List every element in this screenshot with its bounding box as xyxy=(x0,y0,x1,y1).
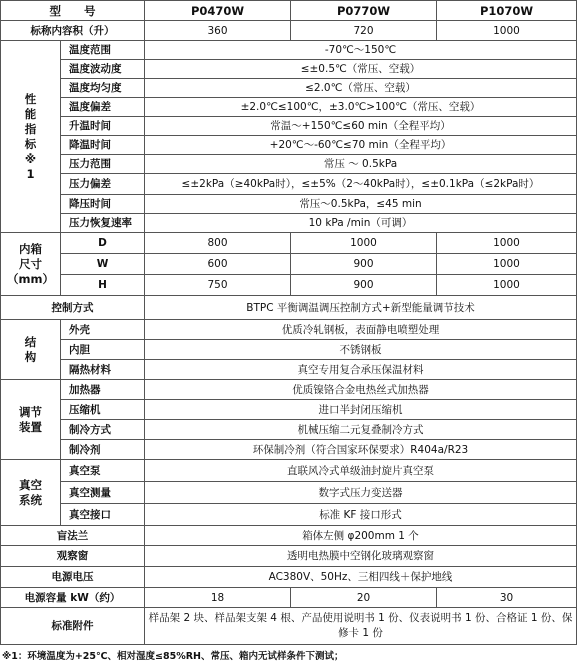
performance-item-label: 温度均匀度 xyxy=(61,79,145,98)
performance-item-label: 降温时间 xyxy=(61,136,145,155)
regulation-row xyxy=(1,380,577,400)
performance-item-value: -70℃～150℃ xyxy=(145,41,577,60)
regulation-item-label: 加热器 xyxy=(61,380,145,400)
inner-size-value: 900 xyxy=(291,275,437,296)
regulation-item-value: 进口半封闭压缩机 xyxy=(145,400,577,420)
performance-item-value: 10 kPa /min（可调） xyxy=(145,214,577,233)
accessories-row xyxy=(1,608,577,645)
inner-size-value: 1000 xyxy=(437,233,577,254)
inner-size-dim-label: D xyxy=(61,233,145,254)
performance-row xyxy=(1,60,577,79)
control-value: BTPC 平衡调温调压控制方式+新型能量调节技术 xyxy=(145,296,577,320)
performance-item-label: 压力偏差 xyxy=(61,174,145,195)
regulation-item-label: 制冷方式 xyxy=(61,420,145,440)
structure-row xyxy=(1,360,577,380)
vacuum-row xyxy=(1,460,577,482)
regulation-item-value: 环保制冷剂（符合国家环保要求）R404a/R23 xyxy=(145,440,577,460)
structure-item-label: 内胆 xyxy=(61,340,145,360)
performance-item-label: 温度偏差 xyxy=(61,98,145,117)
volume-label: 标称内容积（升） xyxy=(1,21,145,41)
accessories-label: 标准附件 xyxy=(1,608,145,645)
performance-item-value: 常压～0.5kPa，≤45 min xyxy=(145,195,577,214)
regulation-row xyxy=(1,440,577,460)
volume-value: 1000 xyxy=(437,21,577,41)
inner-size-dim-label: H xyxy=(61,275,145,296)
structure-item-value: 真空专用复合承压保温材料 xyxy=(145,360,577,380)
voltage-value: AC380V、50Hz、三相四线＋保护地线 xyxy=(145,567,577,588)
model-p1070w: P1070W xyxy=(437,1,577,21)
regulation-item-value: 机械压缩二元复叠制冷方式 xyxy=(145,420,577,440)
performance-row xyxy=(1,117,577,136)
performance-item-label: 压力范围 xyxy=(61,155,145,174)
window-row xyxy=(1,546,577,567)
structure-row xyxy=(1,320,577,340)
performance-item-label: 温度波动度 xyxy=(61,60,145,79)
volume-value: 360 xyxy=(145,21,291,41)
performance-item-value: ≤±0.5℃（常压、空载） xyxy=(145,60,577,79)
control-label: 控制方式 xyxy=(1,296,145,320)
performance-item-value: ≤2.0℃（常压、空载） xyxy=(145,79,577,98)
regulation-row xyxy=(1,400,577,420)
regulation-row xyxy=(1,420,577,440)
inner-size-dim-label: W xyxy=(61,254,145,275)
volume-row xyxy=(1,21,577,41)
regulation-item-value: 优质镍铬合金电热丝式加热器 xyxy=(145,380,577,400)
inner-size-row xyxy=(1,233,577,254)
power-value: 30 xyxy=(437,588,577,608)
performance-item-value: +20℃～-60℃≤70 min（全程平均） xyxy=(145,136,577,155)
model-p0470w: P0470W xyxy=(145,1,291,21)
performance-item-label: 温度范围 xyxy=(61,41,145,60)
performance-row xyxy=(1,155,577,174)
header-row xyxy=(1,1,577,21)
vacuum-row xyxy=(1,482,577,504)
structure-group-label: 结 构 xyxy=(1,320,61,380)
model-p0770w: P0770W xyxy=(291,1,437,21)
inner-size-value: 750 xyxy=(145,275,291,296)
structure-row xyxy=(1,340,577,360)
inner-size-group-label: 内箱 尺寸 （mm） xyxy=(1,233,61,296)
window-label: 观察窗 xyxy=(1,546,145,567)
performance-row xyxy=(1,214,577,233)
power-label: 电源容量 kW（约） xyxy=(1,588,145,608)
performance-item-label: 压力恢复速率 xyxy=(61,214,145,233)
window-value: 透明电热膜中空钢化玻璃观察窗 xyxy=(145,546,577,567)
power-row xyxy=(1,588,577,608)
vacuum-item-value: 标准 KF 接口形式 xyxy=(145,504,577,526)
inner-size-row xyxy=(1,275,577,296)
regulation-item-label: 压缩机 xyxy=(61,400,145,420)
structure-item-label: 隔热材料 xyxy=(61,360,145,380)
voltage-row xyxy=(1,567,577,588)
vacuum-item-value: 直联风冷式单级油封旋片真空泵 xyxy=(145,460,577,482)
vacuum-item-label: 真空测量 xyxy=(61,482,145,504)
inner-size-value: 1000 xyxy=(437,254,577,275)
structure-item-value: 不锈钢板 xyxy=(145,340,577,360)
blind_flange-label: 盲法兰 xyxy=(1,526,145,546)
vacuum-item-value: 数字式压力变送器 xyxy=(145,482,577,504)
performance-row xyxy=(1,41,577,60)
vacuum-item-label: 真空泵 xyxy=(61,460,145,482)
accessories-value: 样品架 2 块、样品架支架 4 根、产品使用说明书 1 份、仪表说明书 1 份、合格证 1 份、保修卡 1 份 xyxy=(145,608,577,645)
performance-item-value: 常压 ～ 0.5kPa xyxy=(145,155,577,174)
inner-size-value: 900 xyxy=(291,254,437,275)
inner-size-value: 1000 xyxy=(291,233,437,254)
blind_flange-value: 箱体左侧 φ200mm 1 个 xyxy=(145,526,577,546)
regulation-group-label: 调节 装置 xyxy=(1,380,61,460)
performance-row xyxy=(1,136,577,155)
performance-item-value: ±2.0℃≤100℃，±3.0℃>100℃（常压、空载） xyxy=(145,98,577,117)
performance-item-label: 降压时间 xyxy=(61,195,145,214)
inner-size-value: 600 xyxy=(145,254,291,275)
inner-size-value: 1000 xyxy=(437,275,577,296)
performance-item-label: 升温时间 xyxy=(61,117,145,136)
regulation-item-label: 制冷剂 xyxy=(61,440,145,460)
volume-value: 720 xyxy=(291,21,437,41)
performance-item-value: ≤±2kPa（≥40kPa时），≤±5%（2～40kPa时），≤±0.1kPa（≤2kPa时） xyxy=(145,174,577,195)
voltage-label: 电源电压 xyxy=(1,567,145,588)
structure-item-value: 优质冷轧钢板，表面静电喷塑处理 xyxy=(145,320,577,340)
performance-group-label: 性 能 指 标 ※ 1 xyxy=(1,41,61,233)
performance-row xyxy=(1,195,577,214)
performance-row xyxy=(1,174,577,195)
footnote: ※1：环境温度为+25℃、相对湿度≤85%RH、常压、箱内无试样条件下测试； xyxy=(2,651,344,662)
control-row xyxy=(1,296,577,320)
inner-size-row xyxy=(1,254,577,275)
model-header: 型 号 xyxy=(1,1,145,21)
inner-size-value: 800 xyxy=(145,233,291,254)
performance-row xyxy=(1,79,577,98)
power-value: 18 xyxy=(145,588,291,608)
blind_flange-row xyxy=(1,526,577,546)
vacuum-item-label: 真空接口 xyxy=(61,504,145,526)
performance-row xyxy=(1,98,577,117)
vacuum-row xyxy=(1,504,577,526)
power-value: 20 xyxy=(291,588,437,608)
structure-item-label: 外壳 xyxy=(61,320,145,340)
vacuum-group-label: 真空 系统 xyxy=(1,460,61,526)
performance-item-value: 常温～+150℃≤60 min（全程平均） xyxy=(145,117,577,136)
